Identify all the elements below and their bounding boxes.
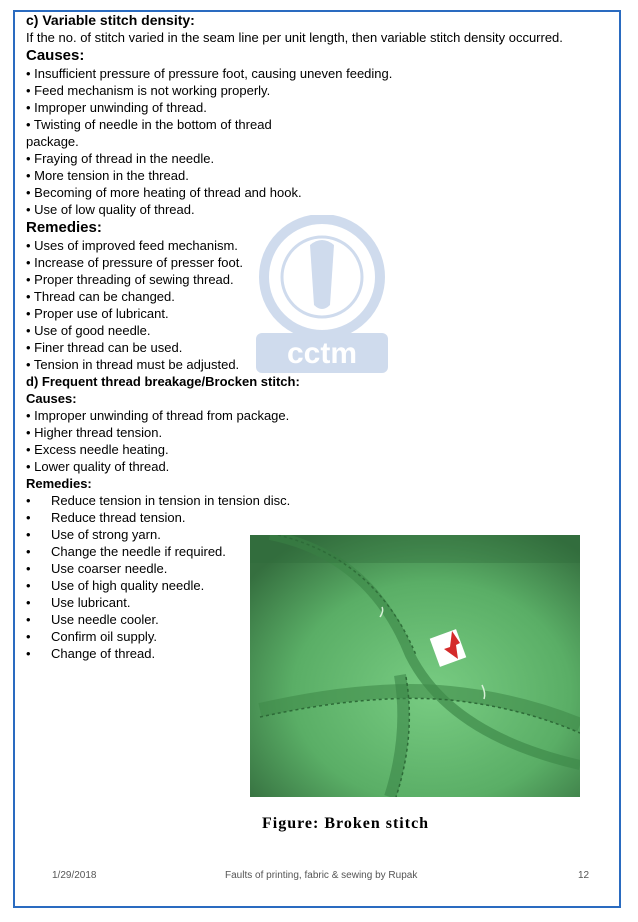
list-item: • Twisting of needle in the bottom of thread bbox=[26, 117, 272, 132]
list-item: • Thread can be changed. bbox=[26, 289, 175, 304]
list-item: • Proper use of lubricant. bbox=[26, 306, 169, 321]
list-item: • Use of good needle. bbox=[26, 323, 151, 338]
section-c-remedies-heading: Remedies: bbox=[26, 219, 102, 236]
list-item: • Tension in thread must be adjusted. bbox=[26, 357, 240, 372]
list-item: • Improper unwinding of thread. bbox=[26, 100, 207, 115]
list-item: • Excess needle heating. bbox=[26, 442, 169, 457]
figure-caption: Figure: Broken stitch bbox=[262, 815, 430, 832]
list-item: package. bbox=[26, 134, 79, 149]
list-item: • Higher thread tension. bbox=[26, 425, 163, 440]
section-c-heading: c) Variable stitch density: bbox=[26, 12, 195, 28]
list-item: • Confirm oil supply. bbox=[26, 629, 157, 644]
footer-page-number: 12 bbox=[578, 870, 590, 881]
watermark-text: cctm bbox=[286, 337, 358, 370]
section-c-intro: If the no. of stitch varied in the seam line per unit length, then variable stitch density occurred. bbox=[26, 30, 563, 45]
list-item: • Increase of pressure of presser foot. bbox=[26, 255, 243, 270]
list-item: • Finer thread can be used. bbox=[26, 340, 183, 355]
list-item: • Reduce thread tension. bbox=[26, 510, 186, 525]
list-item: • Use of high quality needle. bbox=[26, 578, 205, 593]
list-item: • Reduce tension in tension in tension disc. bbox=[26, 493, 291, 508]
list-item: • Insufficient pressure of pressure foot, causing uneven feeding. bbox=[26, 66, 393, 81]
section-c-causes-heading: Causes: bbox=[26, 47, 85, 64]
list-item: • Change the needle if required. bbox=[26, 544, 226, 559]
section-d-remedies-heading: Remedies: bbox=[26, 476, 92, 491]
list-item: • Fraying of thread in the needle. bbox=[26, 151, 215, 166]
list-item: • Use of low quality of thread. bbox=[26, 202, 195, 217]
list-item: • More tension in the thread. bbox=[26, 168, 189, 183]
list-item: • Use coarser needle. bbox=[26, 561, 168, 576]
footer-title: Faults of printing, fabric & sewing by Rupak bbox=[225, 870, 418, 881]
section-d-causes-heading: Causes: bbox=[26, 391, 77, 406]
list-item: • Uses of improved feed mechanism. bbox=[26, 238, 238, 253]
section-d-heading: d) Frequent thread breakage/Brocken stitch: bbox=[26, 374, 300, 389]
list-item: • Lower quality of thread. bbox=[26, 459, 170, 474]
broken-stitch-photo bbox=[250, 535, 580, 797]
footer-date: 1/29/2018 bbox=[52, 870, 97, 881]
list-item: • Becoming of more heating of thread and hook. bbox=[26, 185, 302, 200]
list-item: • Use needle cooler. bbox=[26, 612, 159, 627]
list-item: • Improper unwinding of thread from package. bbox=[26, 408, 290, 423]
list-item: • Use of strong yarn. bbox=[26, 527, 161, 542]
list-item: • Proper threading of sewing thread. bbox=[26, 272, 234, 287]
list-item: • Feed mechanism is not working properly. bbox=[26, 83, 271, 98]
list-item: • Change of thread. bbox=[26, 646, 156, 661]
list-item: • Use lubricant. bbox=[26, 595, 131, 610]
